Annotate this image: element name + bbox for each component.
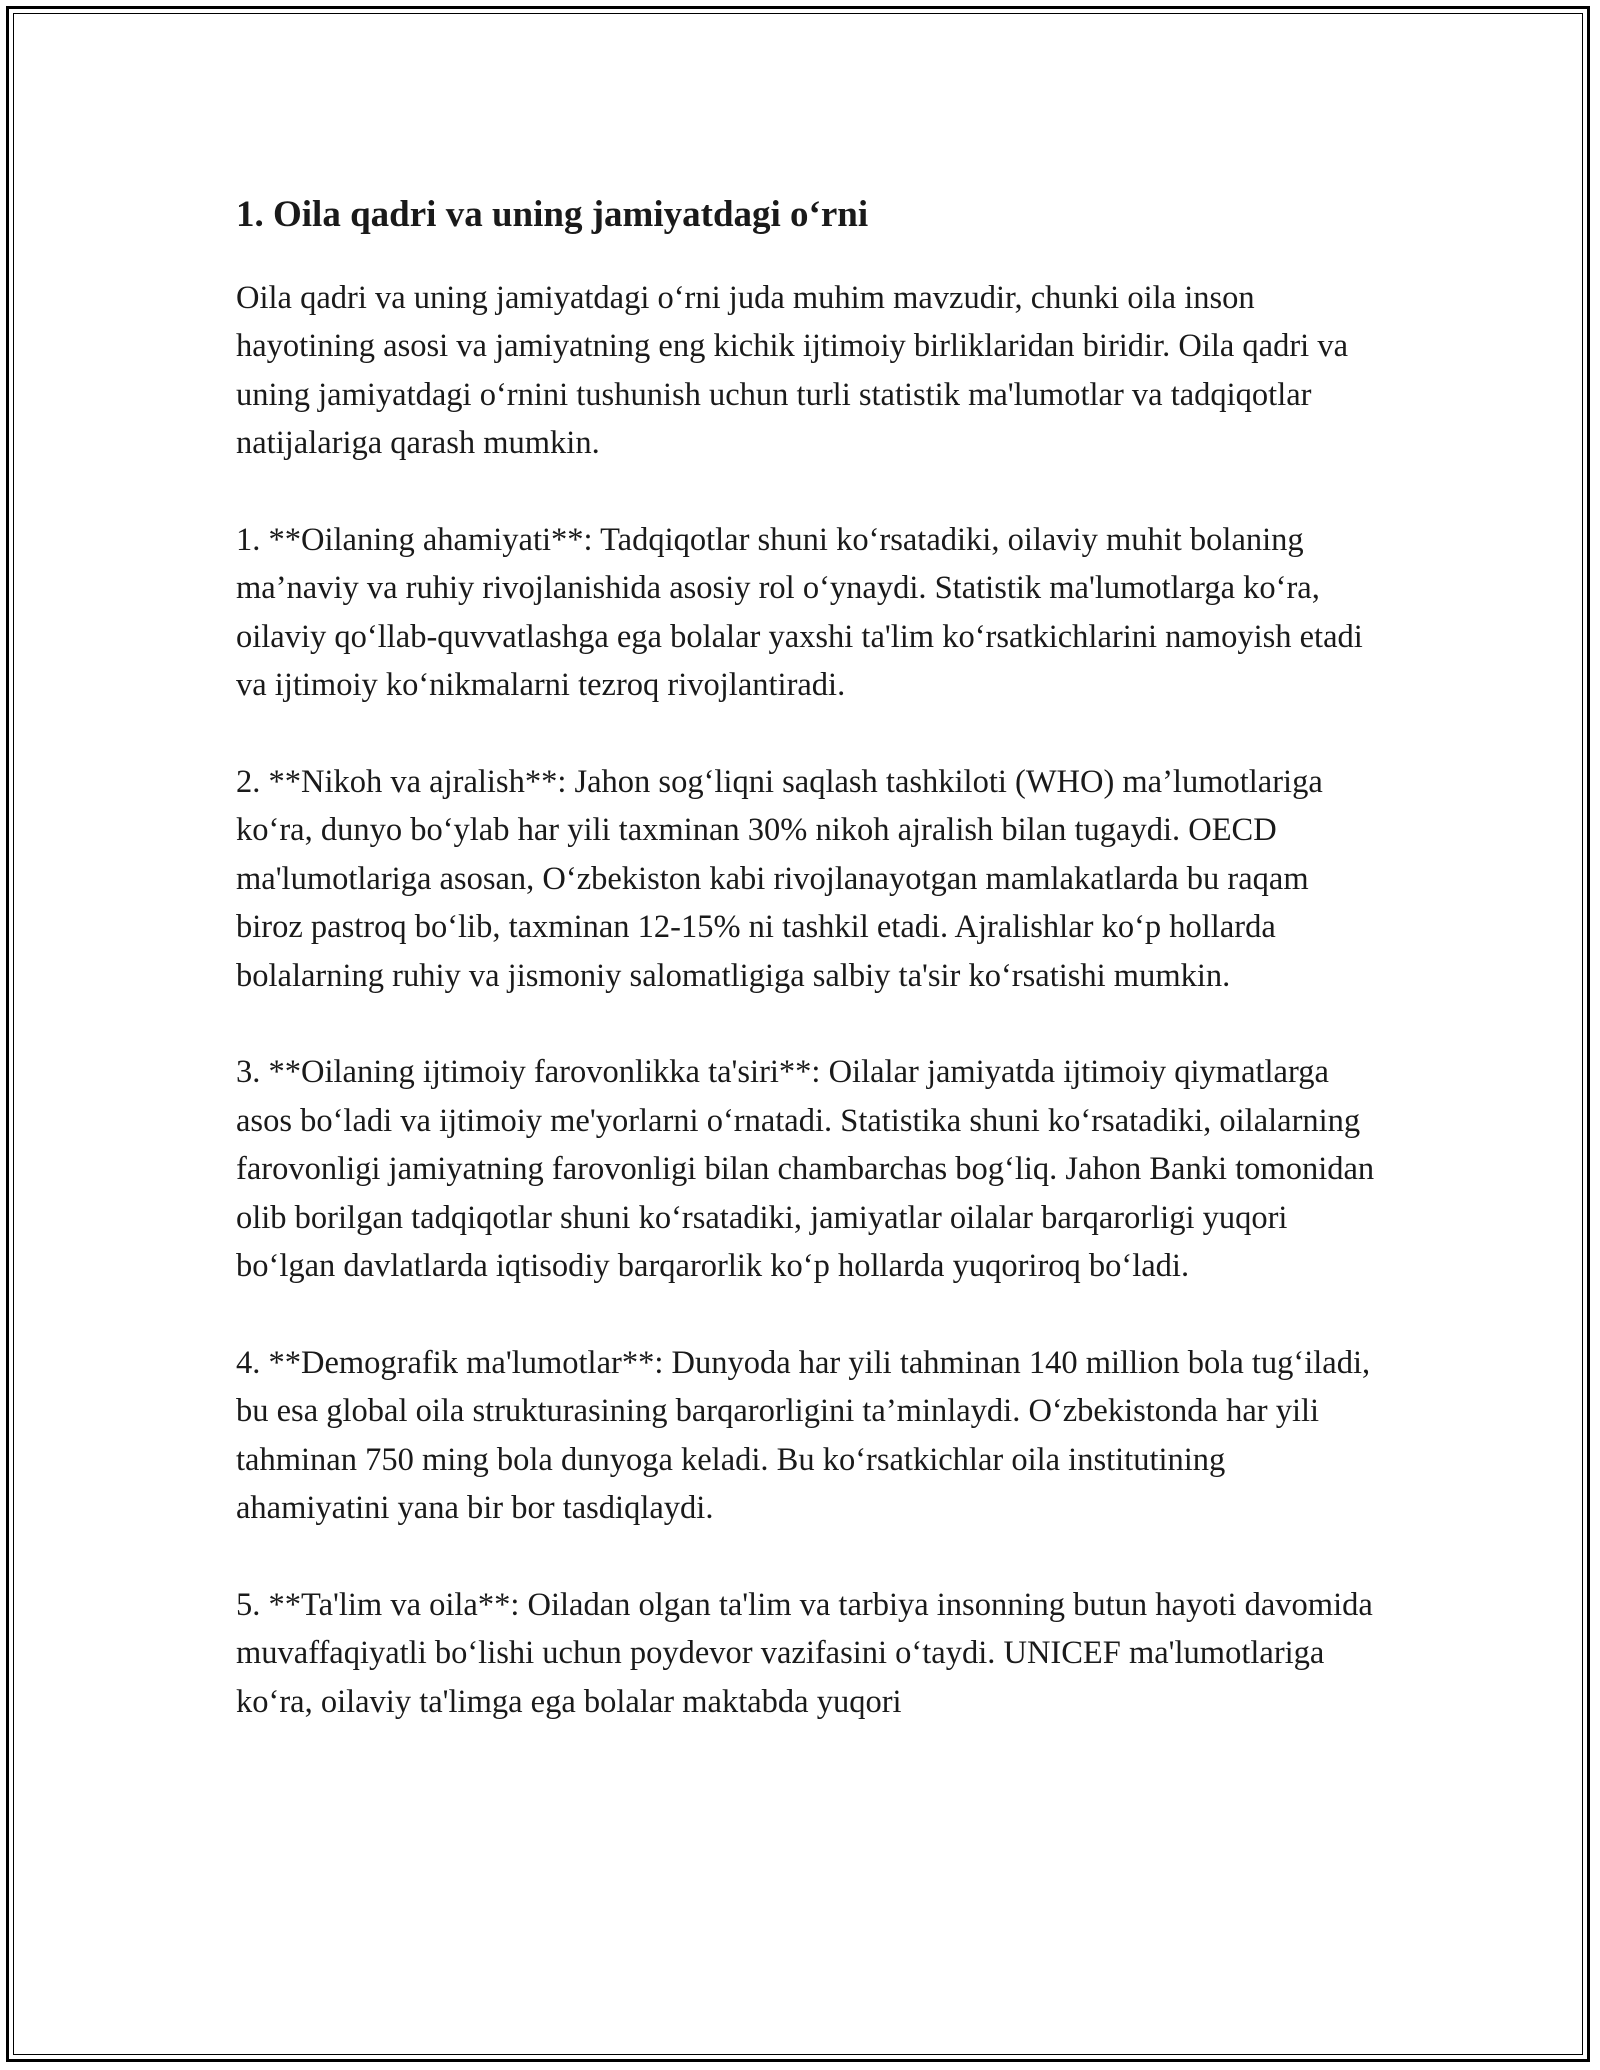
intro-paragraph: Oila qadri va uning jamiyatdagi o‘rni juda muhim mavzudir, chunki oila inson hayotining asosi va jamiyatning eng kichik ijtimoiy birliklaridan biridir. Oila qadri va uning jamiyatdagi o‘rnini tushunish uchun turli statistik ma'lumotlar va tadqiqotlar natijalariga qarash mumkin. (236, 280, 1349, 462)
paragraph-ijtimoiy-farovonlik: 3. **Oilaning ijtimoiy farovonlikka ta'siri**: Oilalar jamiyatda ijtimoiy qiymatlarga asos bo‘ladi va ijtimoiy me'yorlarni o‘rnatadi. Statistika shuni ko‘rsatadiki, oilalarning farovonligi jamiyatning farovonligi bilan chambarchas bog‘liq. Jahon Banki tomonidan olib borilgan tadqiqotlar shuni ko‘rsatadiki, jamiyatlar oilalar barqarorligi yuqori bo‘lgan davlatlarda iqtisodiy barqarorlik ko‘p hollarda yuqoriroq bo‘ladi. (236, 1054, 1375, 1285)
document-body (236, 186, 1376, 1775)
paragraph-oilaning-ahamiyati: 1. **Oilaning ahamiyati**: Tadqiqotlar shuni ko‘rsatadiki, oilaviy muhit bolaning ma’naviy va ruhiy rivojlanishida asosiy rol o‘ynaydi. Statistik ma'lumotlarga ko‘ra, oilaviy qo‘llab-quvvatlashga ega bolalar yaxshi ta'lim ko‘rsatkichlarini namoyish etadi va ijtimoiy ko‘nikmalarni tezroq rivojlantiradi. (236, 522, 1363, 704)
document-title: 1. Oila qadri va uning jamiyatdagi o‘rni (236, 194, 869, 235)
paragraph-talim-va-oila: 5. **Ta'lim va oila**: Oiladan olgan ta'lim va tarbiya insonning butun hayoti davomida muvaffaqiyatli bo‘lishi uchun poydevor vazifasini o‘taydi. UNICEF ma'lumotlariga ko‘ra, oilaviy ta'limga ega bolalar maktabda yuqori (236, 1586, 1373, 1720)
paragraph-demografik-malumotlar: 4. **Demografik ma'lumotlar**: Dunyoda har yili tahminan 140 million bola tug‘iladi, bu esa global oila strukturasining barqarorligini ta’minlaydi. O‘zbekistonda har yili tahminan 750 ming bola dunyoga keladi. Bu ko‘rsatkichlar oila institutining ahamiyatini yana bir bor tasdiqlaydi. (236, 1344, 1371, 1527)
paragraph-nikoh-va-ajralish: 2. **Nikoh va ajralish**: Jahon sog‘liqni saqlash tashkiloti (WHO) ma’lumotlariga ko‘ra, dunyo bo‘ylab har yili taxminan 30% nikoh ajralish bilan tugaydi. OECD ma'lumotlariga asosan, O‘zbekiston kabi rivojlanayotgan mamlakatlarda bu raqam biroz pastroq bo‘lib, taxminan 12-15% ni tashkil etadi. Ajralishlar ko‘p hollarda bolalarning ruhiy va jismoniy salomatligiga salbiy ta'sir ko‘rsatishi mumkin. (236, 764, 1323, 994)
